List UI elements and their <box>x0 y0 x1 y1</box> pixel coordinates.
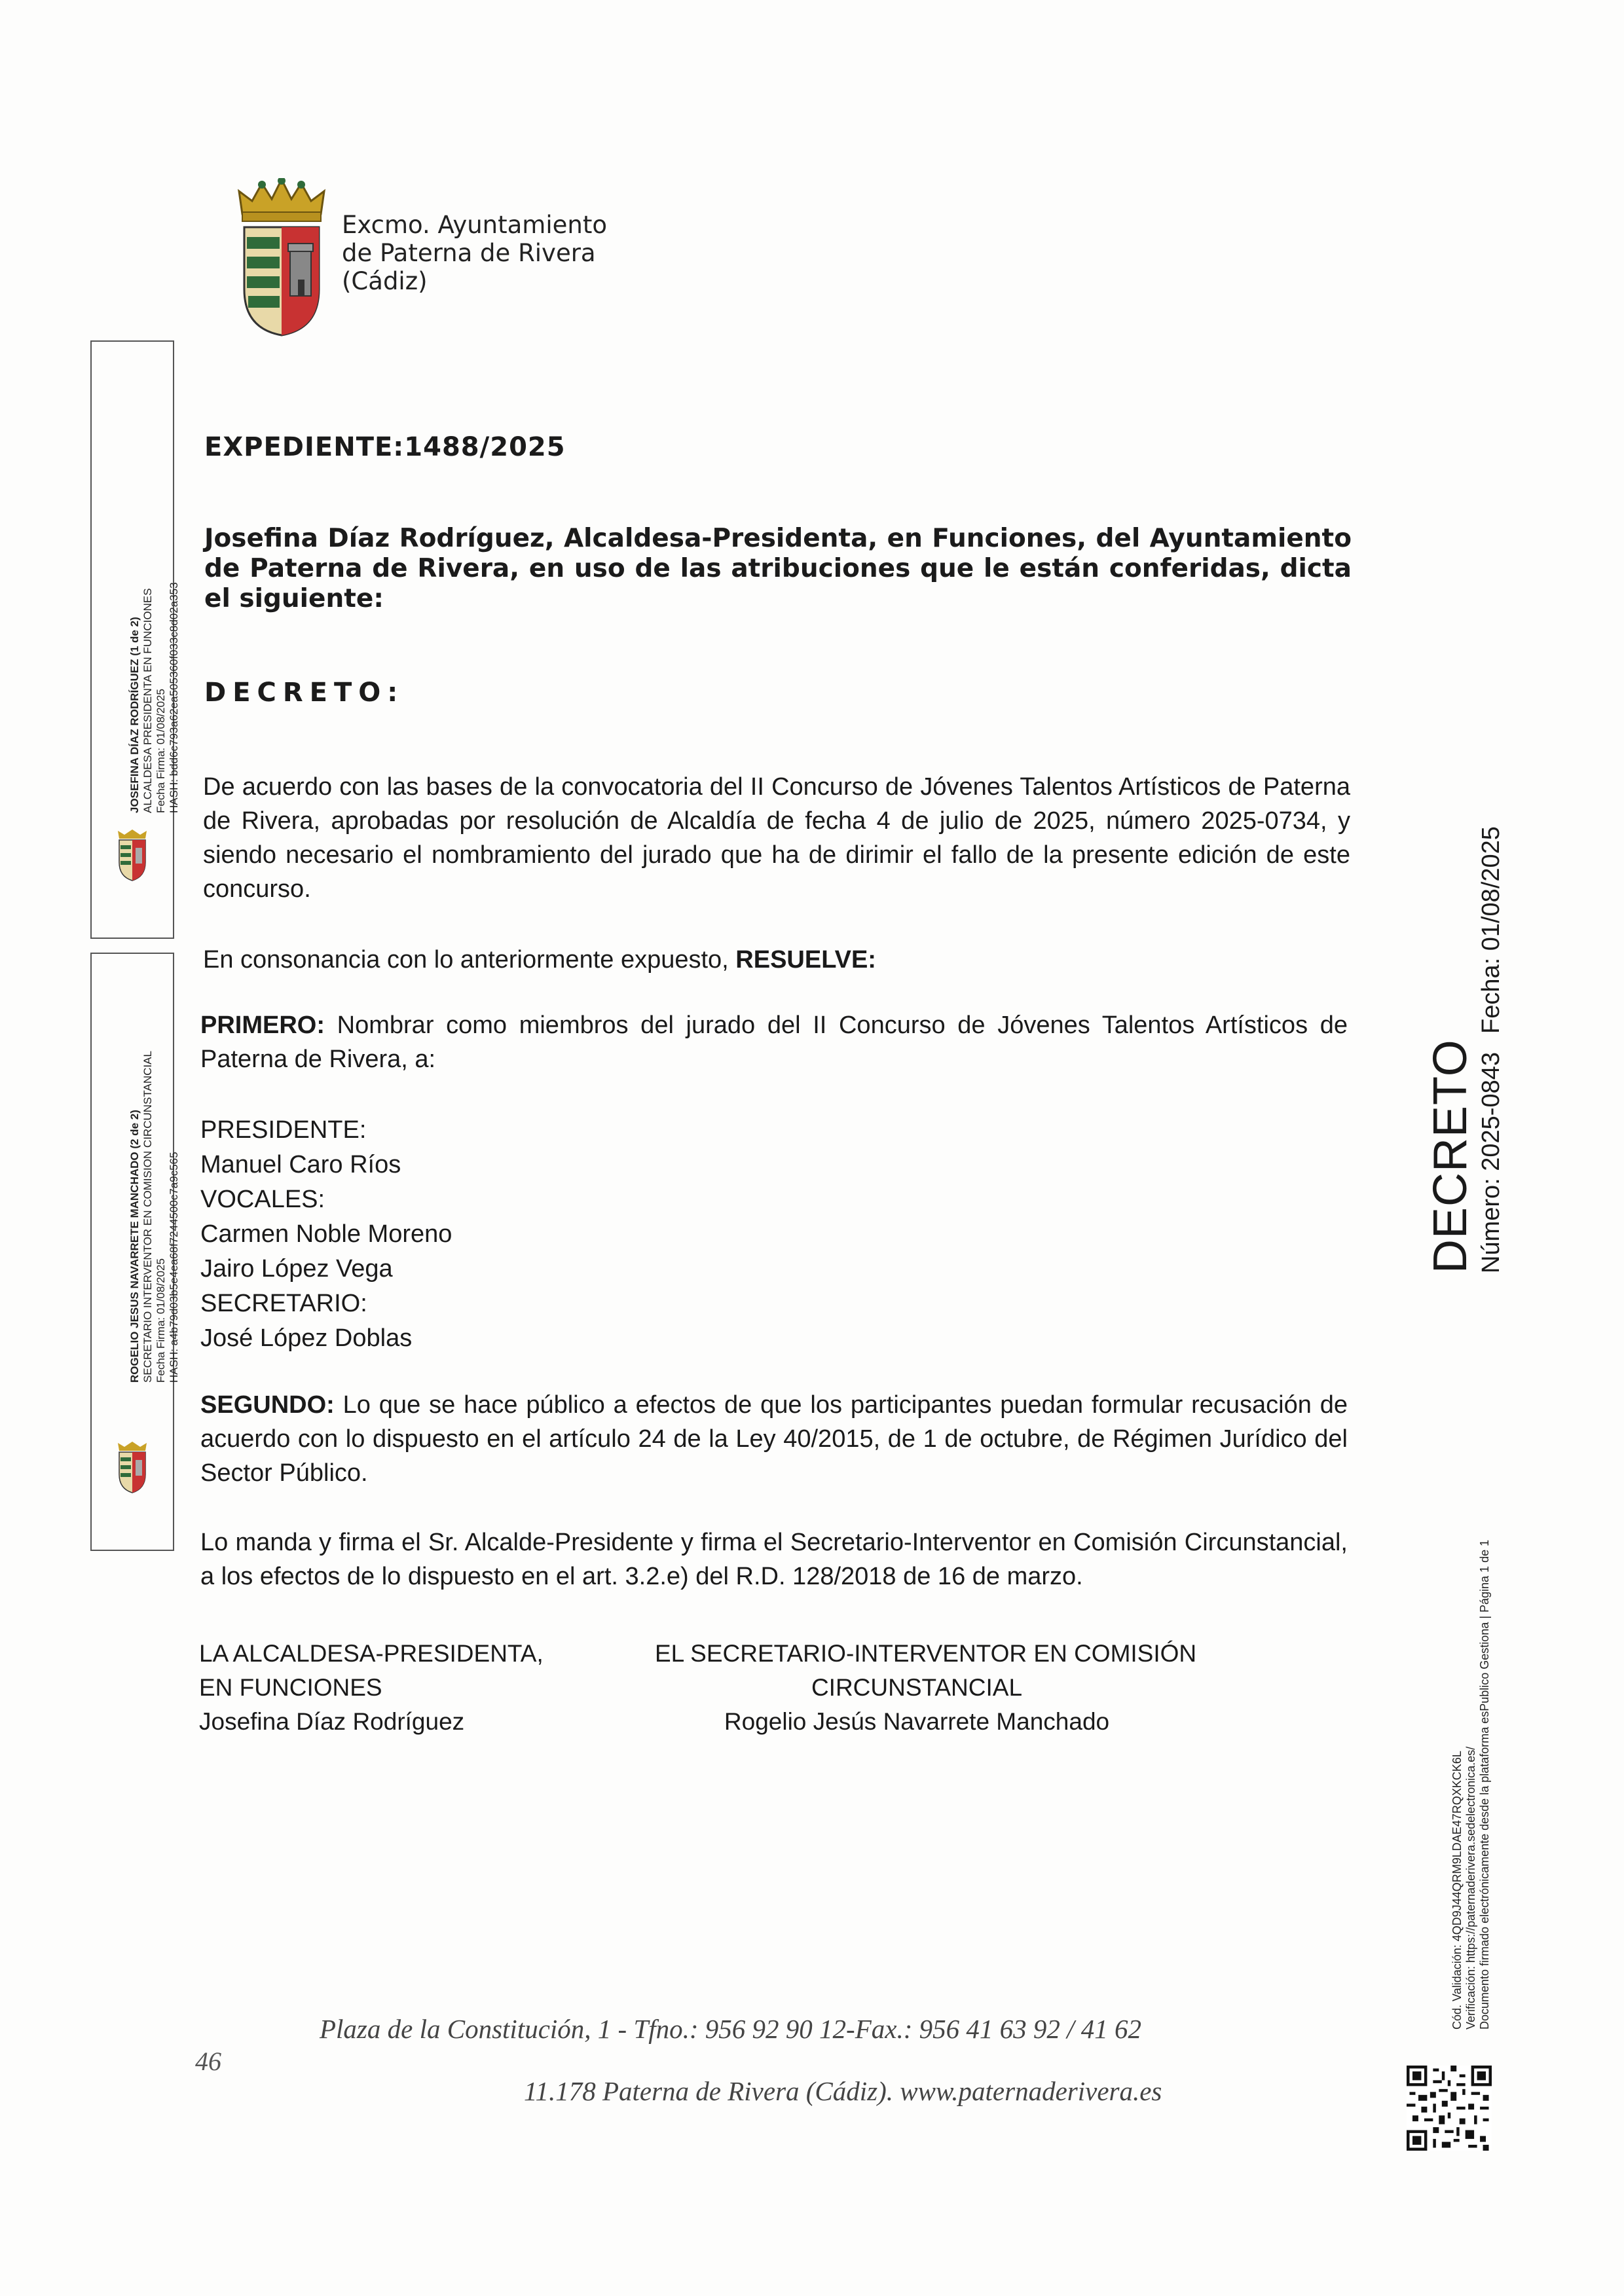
resolves-text: En consonancia con lo anteriormente expuesto, <box>203 946 736 974</box>
qr-code-icon[interactable] <box>1407 2066 1492 2151</box>
stamp-number: Número: 2025-0843 <box>1477 1052 1505 1273</box>
secretary-title: EL SECRETARIO-INTERVENTOR EN COMISIÓN <box>655 1640 1197 1667</box>
mayor-name: Josefina Díaz Rodríguez <box>199 1708 465 1735</box>
jury-line: Carmen Noble Moreno <box>200 1220 452 1248</box>
jury-list <box>200 1113 452 1356</box>
signature-2-role: SECRETARIO INTERVENTOR EN COMISION CIRCUNSTANCIAL <box>141 1051 154 1383</box>
paragraph-resolves <box>203 943 1350 977</box>
jury-line: Jairo López Vega <box>200 1255 393 1283</box>
verification-url[interactable]: Verificación: https://paternaderivera.sedelectronica.es/ <box>1464 1746 1477 2030</box>
signature-2-date: Fecha Firma: 01/08/2025 <box>155 1258 167 1383</box>
platform-note: Documento firmado electrónicamente desde la plataforma esPublico Gestiona | Página 1 de 1 <box>1478 1539 1491 2030</box>
signature-block-secretary <box>655 1637 1197 1739</box>
signature-1-name: JOSEFINA DÍAZ RODRÍGUEZ (1 de 2) <box>128 617 141 813</box>
signature-block-mayor <box>199 1637 544 1739</box>
signature-2-hash: HASH: a4b79d03b5e4ea68f7244500c7a9c565 <box>168 1152 180 1383</box>
signature-1-date: Fecha Firma: 01/08/2025 <box>155 689 167 813</box>
signature-2-text <box>128 1051 181 1383</box>
paragraph-signing-note: Lo manda y firma el Sr. Alcalde-Presidente y firma el Secretario-Interventor en Comisión Circunstancial, a los efectos de lo dispuesto en el art. 3.2.e) del R.D. 128/2018 de 16 de marzo. <box>200 1529 1348 1590</box>
organization-name <box>342 211 607 295</box>
paragraph-considerations: De acuerdo con las bases de la convocatoria del II Concurso de Jóvenes Talentos Artísticos de Paterna de Rivera, aprobadas por resolución de Alcaldía de fecha 4 de julio de 2025, número 2025-0734, y siendo necesario el nombramiento del jurado que ha de dirimir el fallo de la presente edición de este concurso. <box>203 773 1350 903</box>
signature-box-2 <box>90 953 180 1551</box>
jury-line: PRESIDENTE: <box>200 1116 367 1144</box>
org-line-3: (Cádiz) <box>342 267 428 295</box>
decree-stamp <box>1424 808 1505 1273</box>
secretary-subtitle: CIRCUNSTANCIAL <box>811 1674 1023 1701</box>
footer-address-line-1: Plaza de la Constitución, 1 - Tfno.: 956 92 90 12-Fax.: 956 41 63 92 / 41 62 <box>320 2014 1141 2044</box>
second-text: Lo que se hace público a efectos de que los participantes puedan formular recusación de acuerdo con lo dispuesto en el artículo 24 de la Ley 40/2015, de 1 de octubre, de Régimen Jurídico del Sector Público. <box>200 1391 1348 1487</box>
paragraph-first <box>200 1008 1348 1076</box>
decreto-heading: DECRETO: <box>204 678 405 708</box>
jury-line: José López Doblas <box>200 1324 413 1352</box>
footer-address-line-2: 11.178 Paterna de Rivera (Cádiz). www.paternaderivera.es <box>524 2076 1162 2106</box>
signature-1-text <box>128 582 181 813</box>
validation-code: Cód. Validación: 4QD9J44QRM9LDAE47RQXKCK6L <box>1450 1751 1464 2030</box>
signature-box-1 <box>90 340 180 939</box>
paragraph-second <box>200 1388 1348 1490</box>
stamp-title: DECRETO <box>1424 1039 1477 1273</box>
page-number: 46 <box>195 2047 221 2076</box>
verification-text <box>1450 1540 1492 2030</box>
signature-1-role: ALCALDESA PRESIDENTA EN FUNCIONES <box>141 588 154 813</box>
signature-2-seal-icon <box>100 1442 165 1494</box>
jury-line: Manuel Caro Ríos <box>200 1151 401 1178</box>
resolves-label: RESUELVE: <box>735 946 876 974</box>
signature-1-hash: HASH: bdd6c793a62ea505360f033c8d02a353 <box>168 582 180 813</box>
stamp-date: Fecha: 01/08/2025 <box>1477 826 1505 1034</box>
mayor-title: LA ALCALDESA-PRESIDENTA, <box>199 1640 544 1667</box>
second-label: SEGUNDO: <box>200 1391 335 1419</box>
coat-of-arms-logo <box>232 178 331 338</box>
intro-paragraph: Josefina Díaz Rodríguez, Alcaldesa-Presidenta, en Funciones, del Ayuntamiento de Paterna de Rivera, en uso de las atribuciones que le están conferidas, dicta el siguiente: <box>204 524 1352 613</box>
jury-line: VOCALES: <box>200 1186 325 1213</box>
org-line-2: de Paterna de Rivera <box>342 239 596 267</box>
jury-line: SECRETARIO: <box>200 1290 367 1317</box>
org-line-1: Excmo. Ayuntamiento <box>342 211 607 239</box>
signature-2-name: ROGELIO JESUS NAVARRETE MANCHADO (2 de 2) <box>128 1110 141 1383</box>
first-label: PRIMERO: <box>200 1011 325 1039</box>
secretary-name: Rogelio Jesús Navarrete Manchado <box>724 1708 1110 1735</box>
stamp-details <box>1477 808 1505 1273</box>
expediente-number: EXPEDIENTE:1488/2025 <box>204 432 566 462</box>
first-text: Nombrar como miembros del jurado del II Concurso de Jóvenes Talentos Artísticos de Paterna de Rivera, a: <box>200 1011 1348 1073</box>
signature-1-seal-icon <box>100 829 165 882</box>
mayor-subtitle: EN FUNCIONES <box>199 1674 382 1701</box>
